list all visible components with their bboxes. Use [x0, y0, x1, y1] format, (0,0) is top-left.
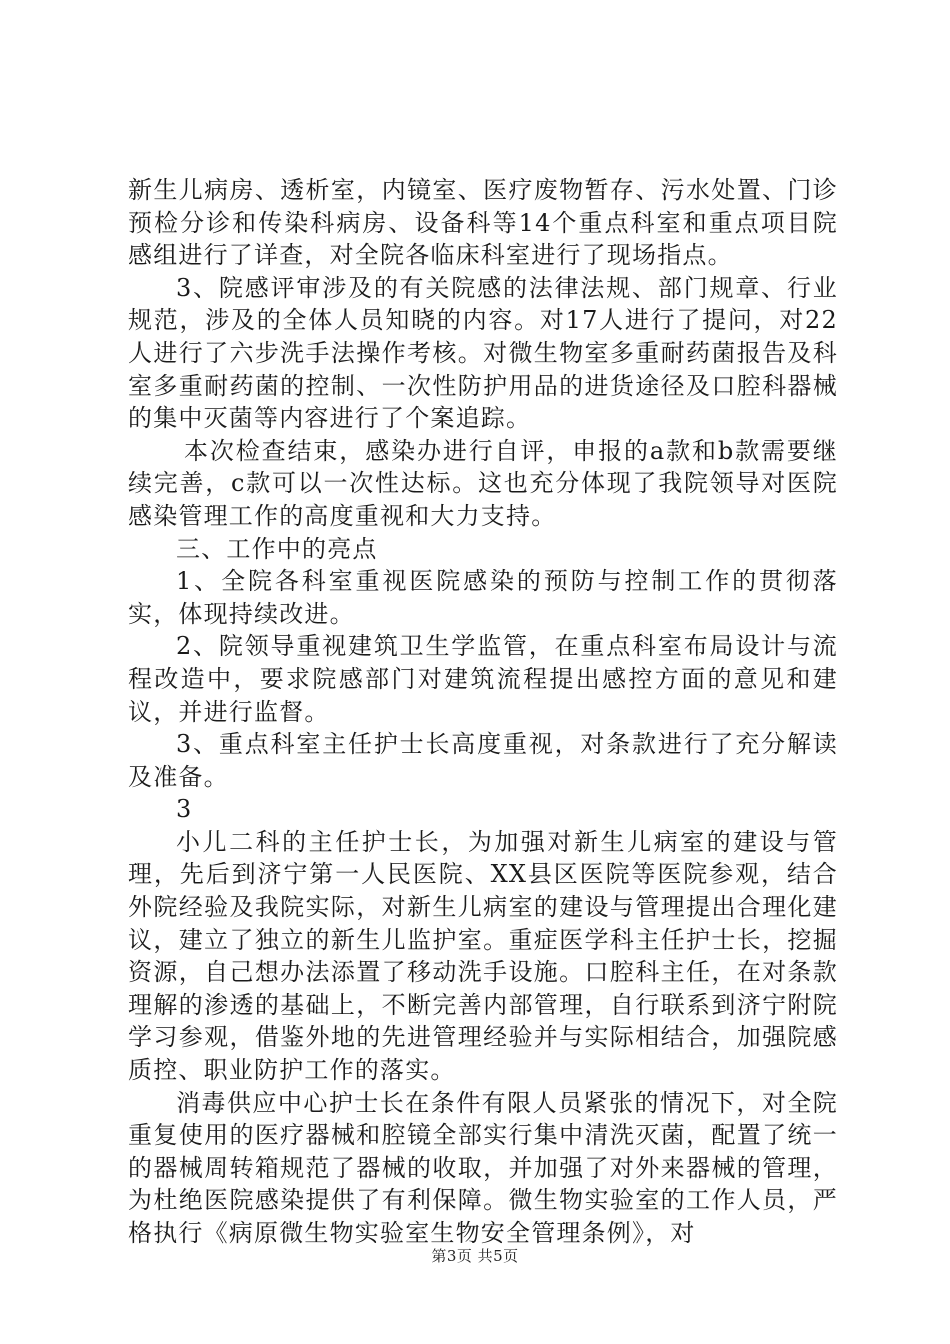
paragraph: 消毒供应中心护士长在条件有限人员紧张的情况下，对全院重复使用的医疗器械和腔镜全部实行集中清洗灭菌，配置了统一的器械周转箱规范了器械的收取，并加强了对外来器械的管理，为杜绝医院感染提供了有利保障。微生物实验室的工作人员，严格执行《病原微生物实验室生物安全管理条例》，对	[128, 1088, 838, 1247]
document-body	[128, 174, 838, 1250]
paragraph: 新生儿病房、透析室，内镜室、医疗废物暂存、污水处置、门诊预检分诊和传染科病房、设备科等14个重点科室和重点项目院感组进行了详查，对全院各临床科室进行了现场指点。	[128, 176, 838, 270]
page-footer: 第3页 共5页	[431, 1247, 519, 1265]
paragraph: 小儿二科的主任护士长，为加强对新生儿病室的建设与管理，先后到济宁第一人民医院、XX县区医院等医院参观，结合外院经验及我院实际，对新生儿病室的建设与管理提出合理化建议，建立了独立的新生儿监护室。重症医学科主任护士长，挖掘资源，自己想办法添置了移动洗手设施。口腔科主任，在对条款理解的渗透的基础上，不断完善内部管理，自行联系到济宁附院学习参观，借鉴外地的先进管理经验并与实际相结合，加强院感质控、职业防护工作的落实。	[128, 827, 838, 1085]
paragraph: 本次检查结束，感染办进行自评，申报的a款和b款需要继续完善，c款可以一次性达标。这也充分体现了我院领导对医院感染管理工作的高度重视和大力支持。	[128, 436, 838, 530]
page-number-inline: 3	[176, 795, 193, 824]
paragraph: 1、全院各科室重视医院感染的预防与控制工作的贯彻落实，体现持续改进。	[128, 567, 838, 628]
paragraph: 3、重点科室主任护士长高度重视，对条款进行了充分解读及准备。	[128, 730, 838, 791]
section-heading: 三、工作中的亮点	[176, 534, 378, 563]
paragraph: 3、院感评审涉及的有关院感的法律法规、部门规章、行业规范，涉及的全体人员知晓的内容。对17人进行了提问，对22人进行了六步洗手法操作考核。对微生物室多重耐药菌报告及科室多重耐药菌的控制、一次性防护用品的进货途径及口腔科器械的集中灭菌等内容进行了个案追踪。	[128, 273, 838, 433]
paragraph: 2、院领导重视建筑卫生学监管，在重点科室布局设计与流程改造中，要求院感部门对建筑流程提出感控方面的意见和建议，并进行监督。	[128, 632, 838, 726]
